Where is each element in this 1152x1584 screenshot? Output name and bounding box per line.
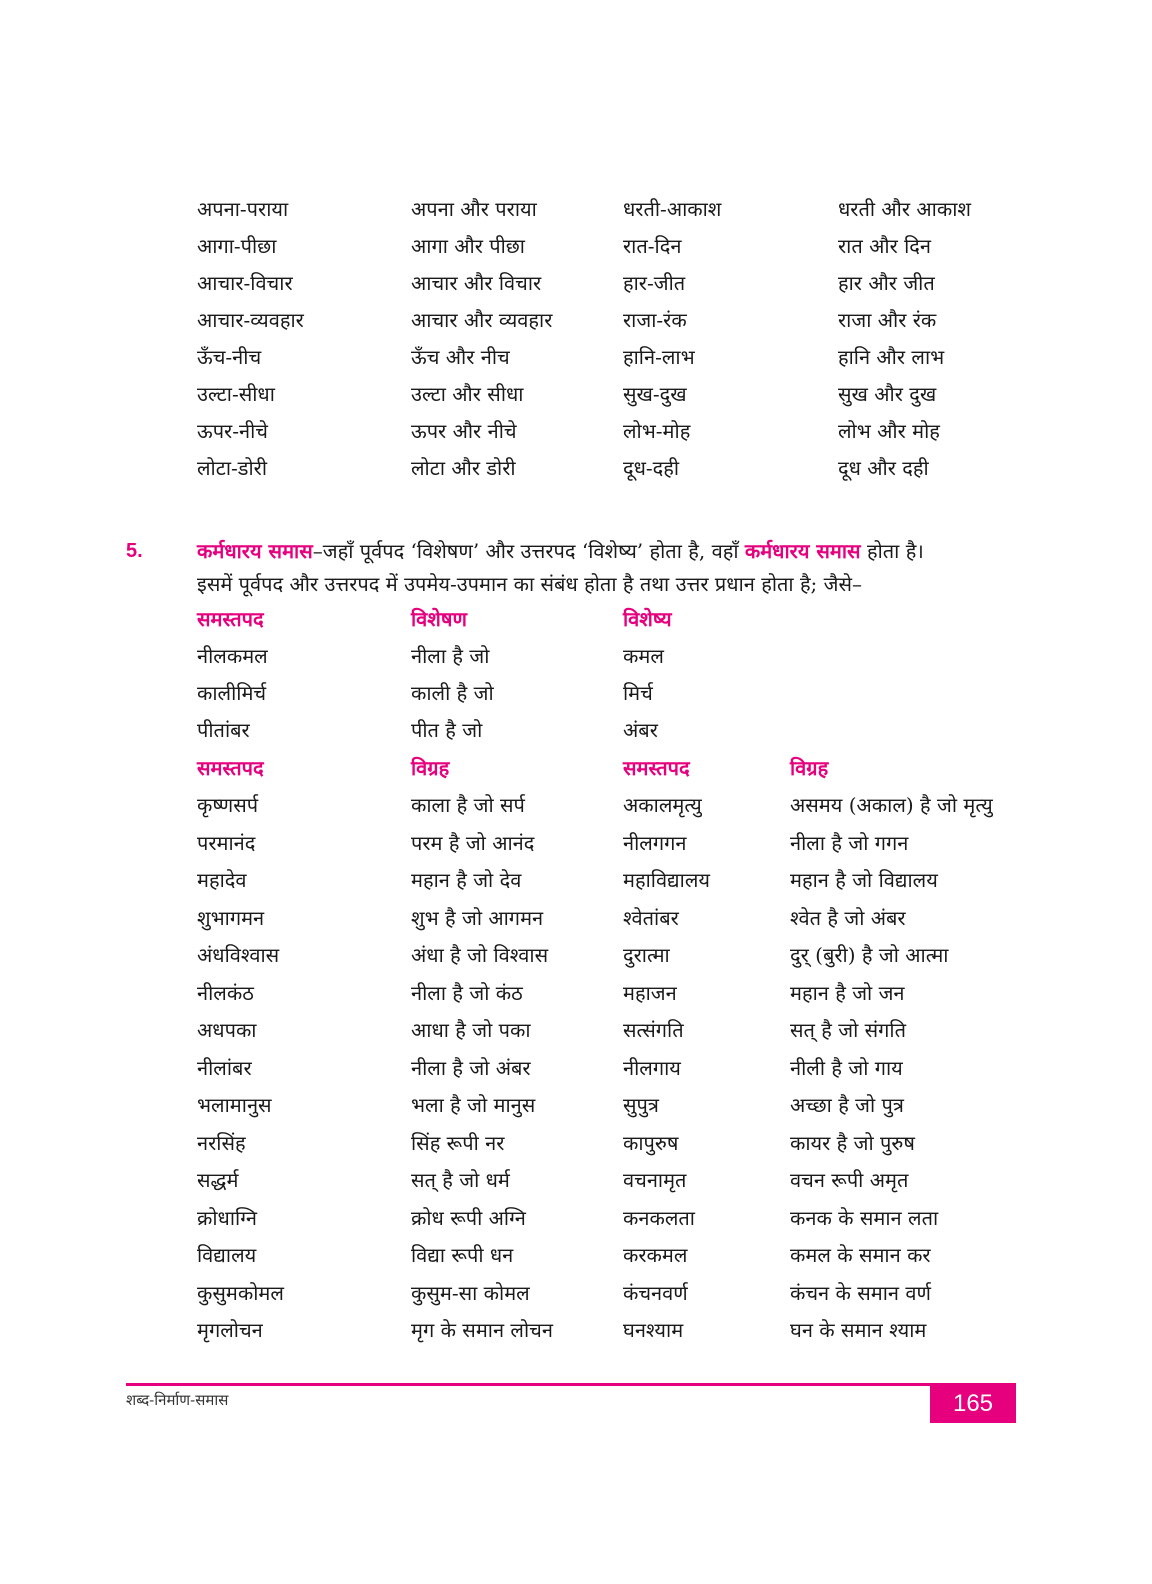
column-header: समस्तपद [197,607,264,631]
table-cell: नीलकमल [197,644,268,668]
table-cell: कंचनवर्ण [623,1280,688,1305]
pair-cell: हार-जीत [623,271,686,295]
pair-cell: लोभ-मोह [623,419,691,443]
table-cell: कुसुमकोमल [197,1280,284,1305]
table-row [0,638,1152,674]
table-cell: अधपका [197,1018,257,1042]
table-cell: सत् है जो संगति [790,1018,906,1042]
table-cell: नीलगाय [623,1055,681,1080]
table-cell: भलामानुस [197,1093,272,1117]
table-cell: महान है जो जन [790,980,905,1005]
table-row [0,1050,1152,1086]
chapter-title: शब्द-निर्माण-समास [126,1391,229,1409]
table-row [0,450,1152,486]
table-cell: कृष्णसर्प [197,793,259,817]
page-number: 165 [930,1384,1016,1423]
column-header: विग्रह [411,756,450,780]
pair-cell: ऊपर और नीचे [411,419,517,443]
pair-cell: उल्टा-सीधा [197,382,275,406]
table-row [0,1162,1152,1198]
pair-cell: दूध-दही [623,456,680,480]
pair-cell: ऊँच-नीच [197,345,262,369]
table-cell: परमानंद [197,830,256,855]
table-cell: काली है जो [411,681,494,705]
table-cell: अंधविश्वास [197,943,280,967]
table-cell: शुभ है जो आगमन [411,905,544,930]
table-row [0,1125,1152,1161]
table-cell: सिंह रूपी नर [411,1130,505,1155]
table-cell: कनक के समान लता [790,1205,939,1230]
pair-cell: ऊपर-नीचे [197,419,268,443]
table-row [0,1312,1152,1348]
table-cell: घनश्याम [623,1318,684,1342]
table-cell: नीला है जो गगन [790,830,909,855]
table-cell: अकालमृत्यु [623,793,702,817]
section-term-repeat: कर्मधारय समास [744,539,861,563]
table-row [0,787,1152,823]
table-row [0,413,1152,449]
table-row [0,937,1152,973]
table-cell: पीतांबर [197,718,250,742]
column-header: विग्रह [790,756,829,780]
table-cell: नीला है जो कंठ [411,980,523,1005]
table-cell: पीत है जो [411,718,483,742]
pair-cell: हार और जीत [838,271,935,295]
table-cell: सत् है जो धर्म [411,1168,510,1192]
definition-text: –जहाँ पूर्वपद ‘विशेषण’ और उत्तरपद ‘विशेष्य’ होता है, वहाँ [312,539,745,563]
table-cell: सद्धर्म [197,1168,239,1192]
table-row [0,302,1152,338]
table-cell: कुसुम-सा कोमल [411,1280,530,1305]
pair-cell: अपना-पराया [197,197,289,221]
table-cell: कनकलता [623,1205,695,1230]
table-cell: कापुरुष [623,1130,679,1155]
table-cell: असमय (अकाल) है जो मृत्यु [790,793,993,817]
pair-cell: राजा-रंक [623,308,687,332]
column-header: समस्तपद [197,756,264,780]
table-cell: दुरात्मा [623,943,670,967]
table-row [0,339,1152,375]
table-cell: मृगलोचन [197,1318,263,1342]
table-cell: क्रोधाग्नि [197,1205,257,1230]
table-row [0,191,1152,227]
table-cell: अंबर [623,718,658,742]
pair-cell: हानि और लाभ [838,345,945,369]
table-cell: श्वेतांबर [623,905,679,930]
pair-cell: धरती और आकाश [838,197,971,221]
pair-cell: उल्टा और सीधा [411,382,524,406]
table-cell: अंधा है जो विश्वास [411,943,549,967]
table-row [0,1200,1152,1236]
table-cell: दुर् (बुरी) है जो आत्मा [790,943,949,967]
table-cell: सत्संगति [623,1018,684,1042]
table-cell: कंचन के समान वर्ण [790,1280,931,1305]
pair-cell: आचार और विचार [411,271,542,295]
table-cell: करकमल [623,1243,688,1267]
table-cell: मिर्च [623,681,653,705]
column-header: समस्तपद [623,756,690,780]
table-row [0,975,1152,1011]
pair-cell: अपना और पराया [411,197,537,221]
table-cell: महान है जो विद्यालय [790,868,938,892]
pair-cell: धरती-आकाश [623,197,722,221]
pair-cell: आचार और व्यवहार [411,308,553,332]
pair-cell: आचार-व्यवहार [197,308,304,332]
table-row [0,1237,1152,1273]
pair-cell: लोटा और डोरी [411,456,516,480]
table-cell: विद्यालय [197,1243,257,1267]
table-row [0,1275,1152,1311]
table-row [0,675,1152,711]
pair-cell: हानि-लाभ [623,345,695,369]
section-definition [197,534,1027,568]
table-row [0,376,1152,412]
pair-cell: आचार-विचार [197,271,293,295]
table-row [0,862,1152,898]
pair-cell: रात और दिन [838,234,932,258]
column-header: विशेषण [411,607,467,631]
table-header-row [0,750,1152,786]
pair-cell: सुख-दुख [623,382,687,406]
table-cell: कायर है जो पुरुष [790,1130,915,1155]
table-cell: महान है जो देव [411,868,522,892]
table-cell: श्वेत है जो अंबर [790,905,906,930]
pair-cell: आगा और पीछा [411,234,525,258]
table-cell: अच्छा है जो पुत्र [790,1093,904,1117]
table-cell: भला है जो मानुस [411,1093,536,1117]
table-row [0,228,1152,264]
table-cell: नरसिंह [197,1130,246,1155]
table-cell: घन के समान श्याम [790,1318,927,1342]
pair-cell: दूध और दही [838,456,929,480]
section-term: कर्मधारय समास [197,539,313,563]
table-cell: विद्या रूपी धन [411,1243,514,1267]
pair-cell: राजा और रंक [838,308,937,332]
column-header: विशेष्य [623,607,672,631]
table-cell: मृग के समान लोचन [411,1318,553,1342]
table-cell: महादेव [197,868,247,892]
pair-cell: लोभ और मोह [838,419,940,443]
table-cell: महाजन [623,980,677,1005]
section-definition-line2: इसमें पूर्वपद और उत्तरपद में उपमेय-उपमान का संबंध होता है तथा उत्तर प्रधान होता है; जैसे– [197,572,863,596]
section-number: 5. [126,540,143,562]
table-cell: कालीमिर्च [197,681,267,705]
table-cell: नीला है जो अंबर [411,1055,531,1080]
pair-cell: लोटा-डोरी [197,456,267,480]
definition-text-end: होता है। [860,539,924,563]
table-cell: नीलांबर [197,1055,252,1080]
table-cell: परम है जो आनंद [411,830,535,855]
pair-cell: ऊँच और नीच [411,345,510,369]
table-cell: कमल [623,644,664,668]
table-row [0,1012,1152,1048]
table-cell: शुभागमन [197,905,265,930]
table-cell: क्रोध रूपी अग्नि [411,1205,526,1230]
table-cell: आधा है जो पका [411,1018,531,1042]
pair-cell: सुख और दुख [838,382,937,406]
table-cell: नीलगगन [623,830,687,855]
table-cell: नीला है जो [411,644,490,668]
pair-cell: रात-दिन [623,234,682,258]
table-cell: काला है जो सर्प [411,793,525,817]
table-cell: वचनामृत [623,1168,687,1192]
table-cell: नीलकंठ [197,980,254,1005]
pair-cell: आगा-पीछा [197,234,277,258]
table-row [0,825,1152,861]
table-cell: महाविद्यालय [623,868,710,892]
table-row [0,900,1152,936]
table-row [0,712,1152,748]
table-cell: सुपुत्र [623,1093,659,1117]
table-cell: कमल के समान कर [790,1243,931,1267]
footer-divider [126,1383,1016,1386]
table-header-row [0,601,1152,637]
table-cell: नीली है जो गाय [790,1055,903,1080]
table-cell: वचन रूपी अमृत [790,1168,909,1192]
table-row [0,1087,1152,1123]
table-row [0,265,1152,301]
